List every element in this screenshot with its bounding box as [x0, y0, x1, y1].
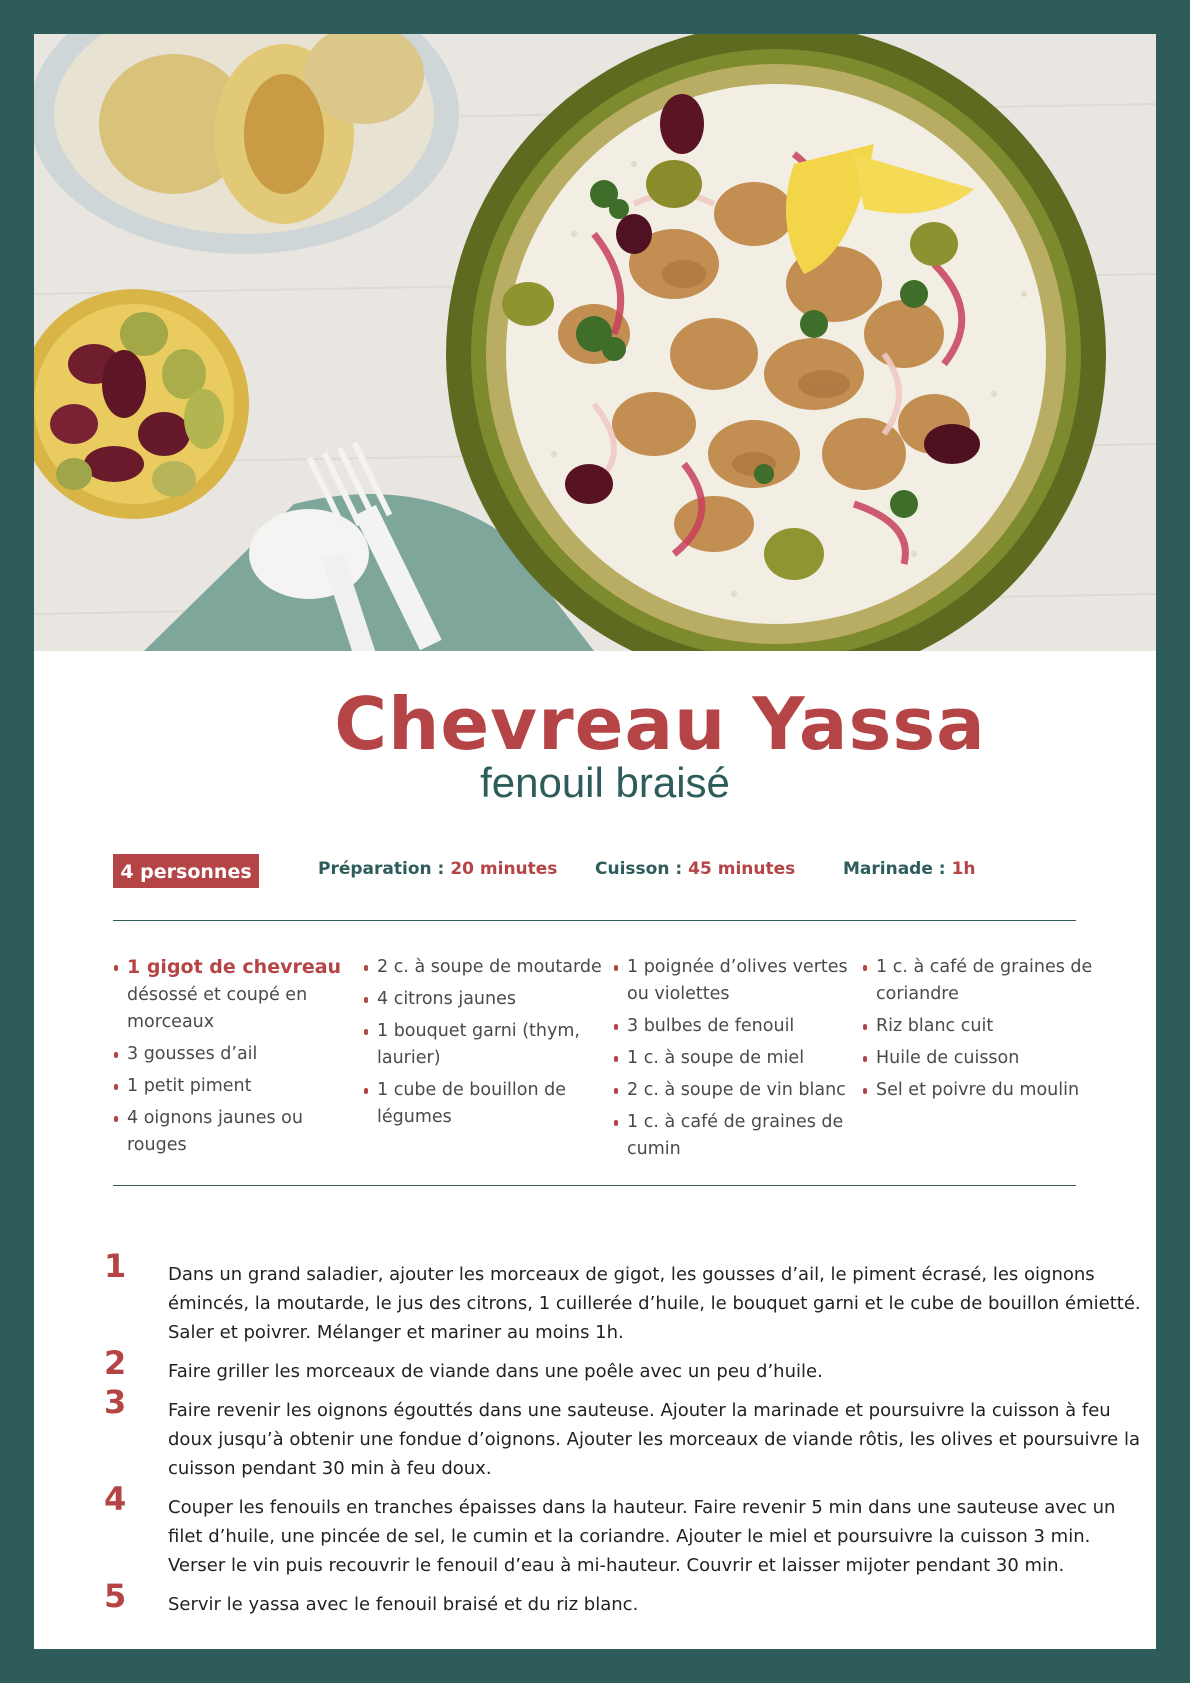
list-item: 1 poignée d’olives vertes ou violettes — [613, 954, 853, 1008]
step-number: 3 — [104, 1383, 127, 1421]
list-item: Sel et poivre du moulin — [862, 1077, 1102, 1104]
list-item: 4 citrons jaunes — [363, 986, 603, 1013]
list-item: 1 c. à café de graines de cumin — [613, 1109, 853, 1163]
list-item: 1 c. à café de graines de coriandre — [862, 954, 1102, 1008]
highlight-ingredient: 1 gigot de chevreau — [127, 956, 342, 978]
step-number: 1 — [104, 1247, 127, 1285]
step-number: 4 — [104, 1480, 127, 1518]
highlight-ingredient-detail: désossé et coupé en morceaux — [127, 985, 308, 1032]
divider-top — [113, 920, 1076, 921]
ingredients-col-4 — [862, 954, 1102, 1109]
prep-label: Préparation : — [318, 859, 445, 879]
step-text: Faire griller les morceaux de viande dans une poêle avec un peu d’huile. — [168, 1361, 823, 1382]
marinade-label: Marinade : — [843, 859, 946, 879]
prep-value: 20 minutes — [450, 859, 558, 879]
cook-value: 45 minutes — [688, 859, 796, 879]
step-4 — [102, 1480, 1142, 1580]
ingredients-col-1 — [113, 954, 353, 1164]
marinade-value: 1h — [951, 859, 976, 879]
list-item: 1 c. à soupe de miel — [613, 1045, 853, 1072]
list-item: 3 bulbes de fenouil — [613, 1013, 853, 1040]
step-text: Faire revenir les oignons égouttés dans une sauteuse. Ajouter la marinade et poursuivre la cuisson à feu doux jusqu’à obtenir une fondue d’oignons. Ajouter les morceaux de viande rôtis, les olives et poursuivre la cuisson pendant 30 min à feu doux. — [168, 1400, 1140, 1479]
step-1 — [102, 1247, 1142, 1347]
recipe-title: Chevreau Yassa — [334, 682, 986, 766]
step-text: Servir le yassa avec le fenouil braisé et du riz blanc. — [168, 1594, 639, 1615]
list-item: Riz blanc cuit — [862, 1013, 1102, 1040]
list-item: 1 petit piment — [113, 1073, 353, 1100]
divider-bottom — [113, 1185, 1076, 1186]
list-item — [113, 954, 353, 1036]
ingredients-col-3 — [613, 954, 853, 1168]
title-block — [34, 684, 1156, 806]
step-text: Couper les fenouils en tranches épaisses dans la hauteur. Faire revenir 5 min dans une sauteuse avec un filet d’huile, une pincée de sel, le cumin et la coriandre. Ajouter le miel et poursuivre la cuisson 3 min. Verser le vin puis recouvrir le fenouil d’eau à mi-hauteur. Couvrir et laisser mijoter pendant 30 min. — [168, 1497, 1116, 1576]
list-item: 2 c. à soupe de moutarde — [363, 954, 603, 981]
list-item: 1 cube de bouillon de légumes — [363, 1077, 603, 1131]
ingredients-col-2 — [363, 954, 603, 1136]
step-text: Dans un grand saladier, ajouter les morceaux de gigot, les gousses d’ail, le piment écrasé, les oignons émincés, la moutarde, le jus des citrons, 1 cuillerée d’huile, le bouquet garni et le cube de bouillon émietté. Saler et poivrer. Mélanger et mariner au moins 1h. — [168, 1264, 1141, 1343]
step-number: 5 — [104, 1577, 127, 1615]
servings-badge: 4 personnes — [113, 854, 259, 888]
list-item: Huile de cuisson — [862, 1045, 1102, 1072]
recipe-card — [34, 34, 1156, 1649]
step-number: 2 — [104, 1344, 127, 1382]
recipe-subtitle: fenouil braisé — [480, 759, 730, 806]
list-item: 2 c. à soupe de vin blanc — [613, 1077, 853, 1104]
cook-label: Cuisson : — [595, 859, 683, 879]
step-5 — [102, 1577, 1142, 1619]
cook-time — [595, 859, 795, 879]
steps-list — [102, 1247, 1142, 1629]
step-3 — [102, 1383, 1142, 1483]
recipe-meta — [113, 854, 1093, 890]
list-item: 3 gousses d’ail — [113, 1041, 353, 1068]
marinade-time — [843, 859, 976, 879]
list-item: 1 bouquet garni (thym, laurier) — [363, 1018, 603, 1072]
prep-time — [318, 859, 557, 879]
list-item: 4 oignons jaunes ou rouges — [113, 1105, 353, 1159]
dish-photo — [34, 34, 1156, 651]
step-2 — [102, 1344, 1142, 1386]
